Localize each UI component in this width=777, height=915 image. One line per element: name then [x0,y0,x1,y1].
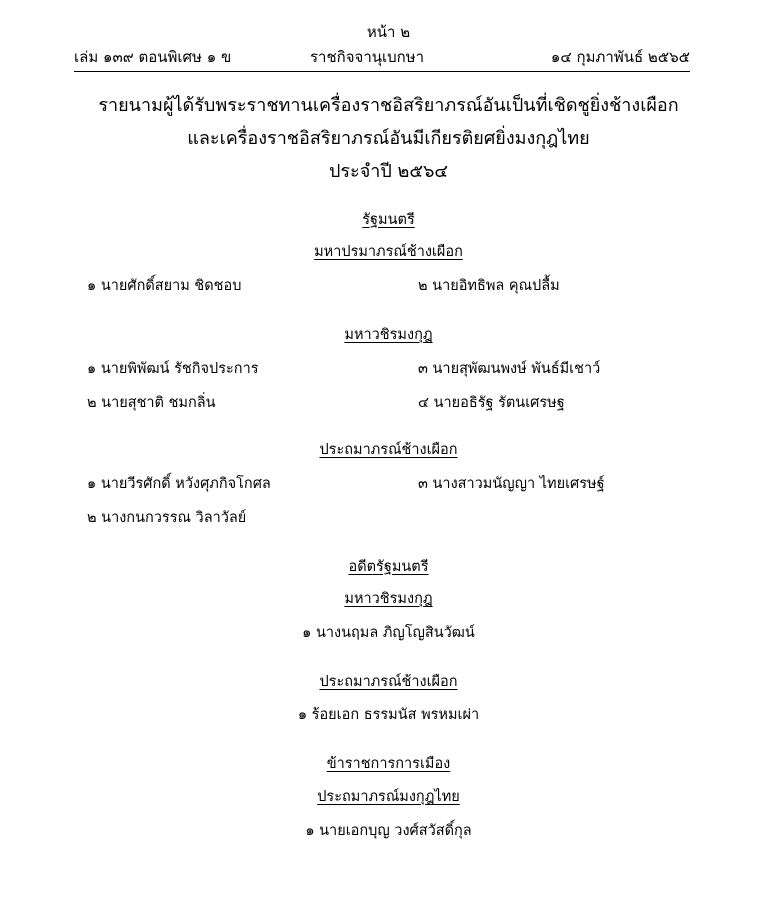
section-title-knight-grand-cross-crown-of-thailand: ประถมาภรณ์มงกุฎไทย [317,789,460,805]
header-rule [74,71,690,72]
list-item: ๑ นายวีรศักดิ์ หวังศุภกิจโกศล [87,476,271,492]
list-item: ๑ ร้อยเอก ธรรมนัส พรหมเผ่า [297,707,480,723]
list-item: ๓ นายสุพัฒนพงษ์ พันธ์มีเชาว์ [418,361,601,377]
group-heading-former-ministers: อดีตรัฐมนตรี [348,559,429,575]
document-title-year: ประจำปี ๒๕๖๔ [328,161,449,182]
publication-name: ราชกิจจานุเบกษา [310,48,425,66]
list-item: ๑ นายเอกบุญ วงศ์สวัสดิ์กุล [305,823,472,839]
publication-date: ๑๔ กุมภาพันธ์ ๒๕๖๕ [550,48,690,66]
list-item: ๑ นางนฤมล ภิญโญสินวัฒน์ [302,625,475,641]
list-item: ๑ นายพิพัฒน์ รัชกิจประการ [87,361,259,377]
group-heading-political-officials: ข้าราชการการเมือง [326,756,451,772]
group-heading-ministers: รัฐมนตรี [362,212,415,228]
list-item: ๒ นางกนกวรรณ วิลาวัลย์ [87,510,247,526]
list-item: ๓ นางสาวมนัญญา ไทยเศรษฐ์ [418,476,605,492]
document-title-line-2: และเครื่องราชอิสริยาภรณ์อันมีเกียรติยศยิ่งมงกุฎไทย [187,128,590,149]
section-title-knight-grand-cross-white-elephant: ประถมาภรณ์ช้างเผือก [319,442,458,458]
section-title-grand-cordon-white-elephant: มหาปรมาภรณ์ช้างเผือก [314,244,463,260]
list-item: ๑ นายศักดิ์สยาม ชิดชอบ [87,278,242,294]
document-title-line-1: รายนามผู้ได้รับพระราชทานเครื่องราชอิสริยาภรณ์อันเป็นที่เชิดชูยิ่งช้างเผือก [98,95,679,116]
section-title-knight-grand-cross-crown: มหาวชิรมงกุฎ [344,591,433,607]
list-item: ๔ นายอธิรัฐ รัตนเศรษฐ [418,395,565,411]
list-item: ๒ นายสุชาติ ชมกลิ่น [87,395,216,411]
list-item: ๒ นายอิทธิพล คุณปลื้ม [418,278,560,294]
section-title-knight-grand-cross-crown: มหาวชิรมงกุฎ [344,327,433,343]
page-number: หน้า ๒ [366,23,411,41]
volume-issue: เล่ม ๑๓๙ ตอนพิเศษ ๑ ข [74,48,232,66]
section-title-knight-grand-cross-white-elephant: ประถมาภรณ์ช้างเผือก [319,674,458,690]
